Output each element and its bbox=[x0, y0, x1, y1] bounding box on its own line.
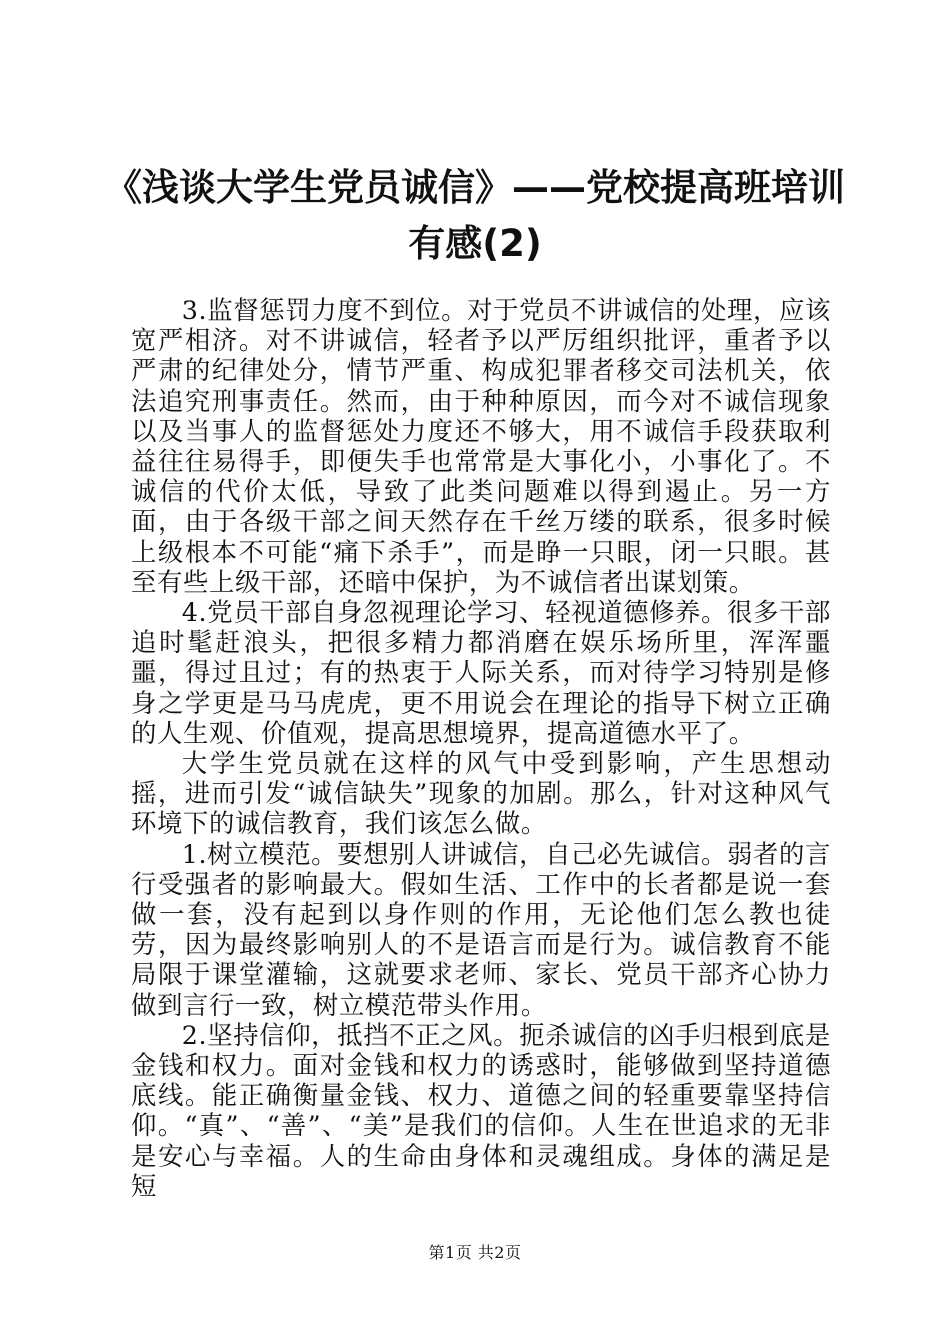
paragraph: 4.党员干部自身忽视理论学习、轻视道德修养。很多干部追时髦赶浪头，把很多精力都消磨在娱乐场所里，浑浑噩噩，得过且过；有的热衷于人际关系，而对待学习特别是修身之学更是马马虎虎，更不用说会在理论的指导下树立正确的人生观、价值观，提高思想境界，提高道德水平了。 bbox=[131, 597, 831, 748]
document-body bbox=[131, 295, 831, 1201]
page-footer: 第1页 共2页 bbox=[428, 1243, 522, 1262]
paragraph: 3.监督惩罚力度不到位。对于党员不讲诚信的处理，应该宽严相济。对不讲诚信，轻者予以严厉组织批评，重者予以严肃的纪律处分，情节严重、构成犯罪者移交司法机关，依法追究刑事责任。然而，由于种种原因，而今对不诚信现象以及当事人的监督惩处力度还不够大，用不诚信手段获取利益往往易得手，即便失手也常常是大事化小，小事化了。不诚信的代价太低，导致了此类问题难以得到遏止。另一方面，由于各级干部之间天然存在千丝万缕的联系，很多时候上级根本不可能“痛下杀手”，而是睁一只眼，闭一只眼。甚至有些上级干部，还暗中保护，为不诚信者出谋划策。 bbox=[131, 295, 831, 597]
paragraph: 2.坚持信仰，抵挡不正之风。扼杀诚信的凶手归根到底是金钱和权力。面对金钱和权力的诱惑时，能够做到坚持道德底线。能正确衡量金钱、权力、道德之间的轻重要靠坚持信仰。“真”、“善”、“美”是我们的信仰。人生在世追求的无非是安心与幸福。人的生命由身体和灵魂组成。身体的满足是短 bbox=[131, 1019, 831, 1201]
paragraph: 1.树立模范。要想别人讲诚信，自己必先诚信。弱者的言行受强者的影响最大。假如生活、工作中的长者都是说一套做一套，没有起到以身作则的作用，无论他们怎么教也徒劳，因为最终影响别人的不是语言而是行为。诚信教育不能局限于课堂灌输，这就要求老师、家长、党员干部齐心协力做到言行一致，树立模范带头作用。 bbox=[131, 838, 831, 1020]
paragraph: 大学生党员就在这样的风气中受到影响，产生思想动摇，进而引发“诚信缺失”现象的加剧。那么，针对这种风气环境下的诚信教育，我们该怎么做。 bbox=[131, 748, 831, 839]
document-title-line1: 《浅谈大学生党员诚信》——党校提高班培训 bbox=[105, 166, 845, 209]
document-title-line2: 有感(2) bbox=[408, 222, 542, 265]
